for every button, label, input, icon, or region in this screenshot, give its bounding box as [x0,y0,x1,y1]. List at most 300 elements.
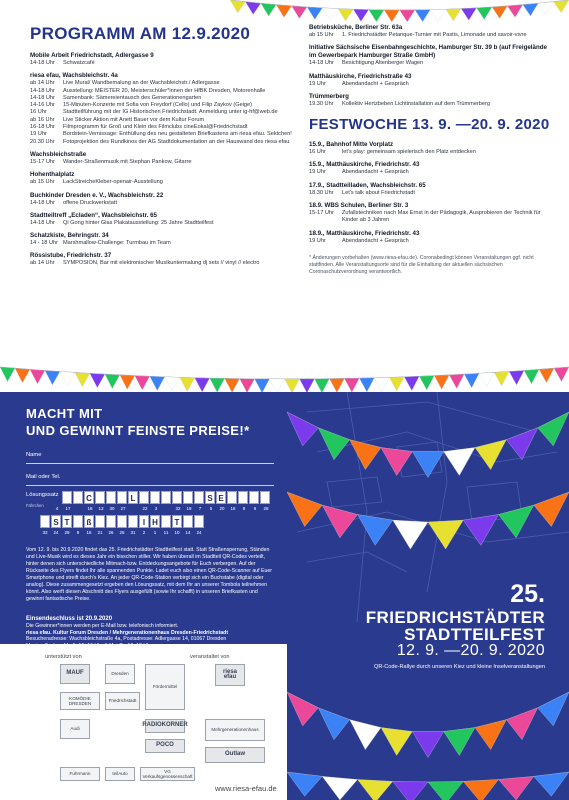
bunting-flag [412,452,443,478]
bunting-flag [524,369,539,384]
bunting-flag [318,428,349,460]
event-time: 15-17 Uhr [309,210,334,217]
solution-letter-box[interactable] [194,515,204,528]
festival-subtitle: QR-Code-Rallye durch unseren Kiez und kleine Inselveranstaltungen [373,664,545,670]
event-description: Marshmallow-Challenge: Turmbau im Team [63,240,171,247]
event-time: 19.30 Uhr [309,100,334,107]
program-venue-list [30,52,292,268]
bunting-flag [534,772,569,796]
solution-letter-box[interactable] [106,515,116,528]
bunting-flag [389,377,404,391]
event-description: Let’s talk about Friedrichstadt [342,189,415,196]
bunting-flag [350,720,381,750]
program-title: PROGRAMM AM 12.9.2020 [30,24,251,43]
venue-name: Buchkinder Dresden e. V., Wachsbleichstr. 22 [30,191,164,199]
supported-by-label: unterstützt von [45,654,82,660]
bunting-flag [506,428,537,460]
event-description: offene Druckwerkstatt [63,199,117,206]
bunting-flag [509,370,524,385]
event-description: Fotoprojektion des Rundkinos der AG Stadtdokumentation an der Hauswand des riesa efau [63,138,290,145]
solution-letter-box[interactable] [95,491,105,504]
bunting-flag [287,412,318,446]
venue-name: 15.9., Bahnhof Mitte Vorplatz [309,141,394,149]
sponsor-logo[interactable]: Audi [60,719,90,739]
bunting-flag [276,5,291,18]
bunting-flag [412,732,443,758]
solution-letter-number: 17 [65,506,71,511]
bunting-flag [15,368,30,383]
bunting-flag [393,781,428,800]
solution-letter-box[interactable] [106,491,116,504]
venue-name: Betriebsküche, Berliner Str. 63a [309,24,403,31]
venue-block [309,44,554,67]
bunting-flag [344,378,359,392]
bunting-flag [285,379,300,392]
bunting-flag [419,376,434,390]
solution-letter-number: 24 [53,530,59,535]
solution-letter-number: 4 [55,506,59,511]
bunting-flag [494,372,509,386]
venue-block [30,212,292,227]
event-description: Stadtteilführung mit der IG Historischen Friedrichstadt. Anmeldung unter ig-hf@web.de [63,109,278,116]
solution-letter-box[interactable] [62,491,72,504]
bunting-flag [105,374,120,388]
venue-name: Rössistube, Friedrichstr. 37 [30,252,112,260]
event-time: 18.30 Uhr [309,189,334,196]
solution-letter-number: 27 [120,506,126,511]
venue-block [309,73,554,88]
bunting-flag [307,7,322,19]
sponsor-logo[interactable]: RADIOKORNER [145,719,185,733]
venue-name: Mobile Arbeit Friedrichstadt, Adlergasse 9 [30,52,154,59]
solution-letter-number: 15 [86,530,92,535]
solution-letter-number: 25 [119,530,125,535]
festival-dates: 12. 9. —20. 9. 2020 [396,642,545,659]
bunting-flag [210,378,225,392]
solution-letter-box[interactable] [95,515,105,528]
bunting-flag [322,8,337,20]
event-time: 19 Uhr [309,237,326,244]
bunting-flag [554,0,569,13]
event-time: 19 Uhr [30,131,47,138]
venue-block [309,202,554,225]
sponsor-logo[interactable]: Mehrgenerationenhaus [205,719,265,741]
solution-letter-box[interactable] [117,491,127,504]
bunting-flag [534,492,569,527]
event-row [309,210,554,225]
bunting-flag [287,772,322,796]
solution-letter-box[interactable] [161,491,171,504]
bunting-flag [381,728,412,756]
bunting-flag [400,10,415,22]
festival-title-line-1: FRIEDRICHSTÄDTER [365,608,545,627]
event-time: 14-18 Uhr [30,60,55,66]
bunting-flag [45,370,60,385]
bunting-flag [539,368,554,383]
venue-block [309,24,554,39]
bunting-flag [430,9,445,21]
venue-name: Schatzkiste, Behringstr. 34 [30,232,109,240]
solution-letter-number: 24 [196,530,202,535]
event-description: Zufallstechniken nach Max Ernst in der Pädagogik, Ausprobieren der Technik für Kinder ab 3 Jahren [342,210,541,224]
organizer-name: riesa efau. Kultur Forum Dresden / Mehrgenerationenhaus Dresden-Friedrichstadt [26,629,229,636]
event-time: ab 16 Uhr [30,116,55,123]
solution-letter-box[interactable]: E [216,491,226,504]
sponsor-logo[interactable]: VG Verkaufsgenossenschaft [140,767,195,781]
deadline-text: Einsendeschluss ist 20.9.2020 [26,616,113,622]
solution-letter-number: 16 [230,506,236,511]
solution-letter-number [162,506,172,511]
event-time: 14 - 18 Uhr [30,240,58,247]
program-column-right [309,24,554,276]
event-description: Kollektiv Hertzbeben Lichtinstallation auf dem Trümmerberg [342,100,490,107]
solution-letter-box[interactable] [128,515,138,528]
bunting-flag [475,720,506,750]
program-sheet [0,0,569,392]
event-description: SYMPOSION, Bar mit elektronischer Musikuntermalung dj sets // vinyl // electro [63,260,260,267]
bunting-divider-decoration [0,355,569,392]
organizer-logo[interactable]: riesa efau [215,664,245,686]
solution-letter-box[interactable] [227,491,237,504]
bunting-flag [492,6,507,19]
program-column-left [30,24,292,273]
contact-field[interactable] [26,474,274,486]
raffle-form-panel [0,392,287,644]
solution-numbers-row-2 [40,530,204,535]
bunting-flag [318,708,349,740]
event-row [309,190,554,197]
event-time: ab 14 Uhr [30,80,55,87]
bunting-flag [538,412,569,446]
bunting-flag [261,3,276,16]
solution-letter-box[interactable] [139,491,149,504]
solution-letter-number: 10 [174,530,180,535]
bunting-flag [428,520,463,549]
bunting-flag [507,5,522,18]
event-time: 14-18 Uhr [30,219,55,226]
bunting-flag [404,376,419,390]
bunting-flag [381,448,412,476]
bunting-flag [463,780,498,800]
solution-letter-number: 22 [142,506,148,511]
solution-letter-box[interactable] [183,491,193,504]
venue-name: Trümmerberg [309,92,349,100]
event-row [30,200,292,207]
event-row [30,124,292,131]
disclaimer-note: * Änderungen vorbehalten (www.riesa-efau.de). Coronabedingt können Veranstaltungen ggf. nicht stattfinden. Alle Veranstaltungsorte sind für die Einhaltung der aktuellen sächsischen Coronaschutzverordnung verantwortlich. [309,254,534,275]
venue-name: 18.9., Matthäuskirche, Friedrichstr. 43 [309,229,420,237]
solution-letter-box[interactable] [73,515,83,528]
event-row [309,32,554,39]
sponsor-logo[interactable]: Fuhrmann [60,767,100,781]
festival-title-line-2: STADTTEILFEST [404,625,545,644]
solution-letter-number: 30 [109,506,115,511]
bunting-flag [538,692,569,726]
sponsor-logo[interactable]: Fördermittel [145,664,185,710]
venue-block [30,52,292,67]
bunting-flag [90,373,105,387]
bunting-flag [165,377,180,391]
bunting-flag [75,372,90,386]
bunting-flag [499,505,534,538]
bunting-flag [150,376,165,390]
solution-numbers-row-1 [52,506,271,511]
solution-letter-number: 8 [242,506,246,511]
event-description: Samenbank: Sämereientausch des Generationengarten [63,94,202,101]
bunting-flag [449,374,464,388]
event-time: 14-18 Uhr [309,60,334,67]
bunting-flag [322,505,357,538]
solution-letter-number: 31 [130,530,136,535]
raffle-title [26,405,250,439]
solution-letter-box[interactable] [183,515,193,528]
event-row [309,60,554,67]
solution-letter-number: 6 [253,506,257,511]
bunting-flag [428,781,463,800]
event-time: 16 Uhr [30,109,47,116]
venue-block [309,182,554,197]
bunting-flag [374,377,389,391]
bunting-flag [329,378,344,392]
event-row [30,117,292,124]
venue-block [30,72,292,146]
festival-title-panel [287,392,569,800]
venue-block [30,171,292,186]
venue-block [30,151,292,166]
solution-letter-box[interactable]: T [62,515,72,528]
bunting-flag [245,2,260,15]
raffle-title-line-2: UND GEWINNT FEINSTE PREISE!* [26,423,250,438]
sponsors-section [0,644,287,800]
name-field-label: Name [26,452,42,458]
bunting-flag [225,378,240,392]
bunting-flag [195,378,210,392]
solution-letter-box[interactable] [150,491,160,504]
bunting-flag [120,375,135,389]
bunting-flag [287,692,318,726]
solution-sub-label: Fährchen [26,503,44,508]
event-row [30,102,292,109]
event-row [309,101,554,108]
venue-name: Hohenthalplatz [30,171,75,179]
bunting-flag [322,776,357,800]
solution-letter-box[interactable] [238,491,248,504]
deadline-note: Die Gewinner*innen werden per E-Mail bzw. telefonisch informiert. [26,622,179,629]
venue-block [30,252,292,267]
bunting-flag [393,520,428,549]
solution-letter-box[interactable] [73,491,83,504]
bunting-flag [479,372,494,386]
solution-letter-box[interactable] [260,491,270,504]
venue-block [309,230,554,245]
event-description: Besichtigung Altenberger Wagen [342,60,424,67]
event-row [30,220,292,227]
solution-letter-number: 29 [64,530,70,535]
bunting-flag [255,379,270,392]
event-time: 20.30 Uhr [30,138,55,145]
event-row [30,179,292,186]
bunting-flag [292,6,307,19]
solution-letter-box[interactable]: T [172,515,182,528]
raffle-description: Vom 12. 9. bis 20.9.2020 findet das 25. Friedrichstädter Stadtteilfest statt. Statt Straßensperrung, Ständen und Live-Musik wird es dieses Jahr ein bisschen stiller. Wir haben überall im Stadtteil QR-Codes verteilt, hinter denen sich unterschiedliche Mitmach-bzw. Entdeckungsangebote für Euch verbergen. Auf der Rückseite des Flyers findet Ihr alle spannenden Punkte. Ladet euch also einen QR-Code-Scanner auf Euer Smartphone und streift durch's Kiez. An jeder QR-Code-Station verbirgt sich ein Buchstabe (digital oder analog). Diese zusammengesetzt ergeben den Lösungssatz, mit dem Ihr an unserer Tombola teilnehmen könnt. Also werft diesen Abschnitt des Flyers ausgefüllt (sowie Ihr schafft) in unseren Briefkasten und gewinnt fantastische Preise. [26,547,272,602]
bunting-flag [240,379,255,392]
bunting-flag [358,780,393,800]
bunting-flag [353,9,368,21]
event-row [309,169,554,176]
event-time: 19 Uhr [309,169,326,176]
bunting-flag [554,367,569,382]
solution-letter-number: 19 [186,506,192,511]
event-description: Abendandacht + Gespräch [342,80,409,87]
event-time: ab 15 Uhr [309,32,334,38]
solution-letter-number: 14 [185,530,191,535]
venue-block [309,93,554,108]
solution-letter-number: 32 [175,506,181,511]
event-description: Bordstein-Vernissage: Enthüllung des neu gestalteten Briefkastens am riesa efau. Sektchen! [63,131,292,138]
event-row [30,80,292,87]
venue-block [30,232,292,247]
venue-name: Wachsbleichstraße [30,150,87,158]
event-row [30,260,292,267]
solution-letter-number: 18 [87,506,93,511]
sponsor-logo[interactable]: Friedrichstadt [105,692,140,710]
solution-label: Lösungssatz [26,492,59,498]
event-time: 14-18 Uhr [30,94,55,101]
event-description: 15-Minuten-Konzerte mit Sofia von Freydorf (Cello) und Filip Zaykov (Geige) [63,102,253,109]
solution-letter-number [74,506,84,511]
event-description: Ausstellung: MEISTER 20, Meisterschüler*innen der HfBK Dresden, Motorenhalle [63,87,266,94]
event-description: Abendandacht + Gespräch [342,237,409,244]
bunting-flag [434,375,449,389]
event-row [309,238,554,245]
bunting-flag [415,10,430,22]
solution-letter-number: 9 [76,530,80,535]
event-row [30,131,292,138]
sponsor-logo[interactable]: POCO [145,739,185,753]
bunting-flag [446,9,461,21]
solution-letter-number: 5 [209,506,213,511]
bunting-flag [135,376,150,390]
solution-letter-box[interactable]: ß [84,515,94,528]
event-description: Abendandacht + Gespräch [342,169,409,176]
event-row [309,81,554,88]
solution-letter-number: 21 [97,530,103,535]
festwoche-title: FESTWOCHE 13. 9. —20. 9. 2020 [309,116,550,134]
event-row [30,88,292,95]
sponsor-logo[interactable]: MAUF [60,664,90,684]
solution-letter-box[interactable]: C [84,491,94,504]
bunting-flag [444,448,475,476]
solution-letter-number [129,506,139,511]
raffle-deadline-block [26,616,276,644]
solution-letter-number: 1 [153,530,157,535]
sponsor-logo[interactable]: Outlaw [205,747,265,763]
solution-letter-box[interactable]: L [128,491,138,504]
event-time: 14-16 Uhr [30,102,55,109]
event-description: LackStreicheKleber-openair-Ausstellung [63,179,163,186]
solution-letter-box[interactable] [40,515,50,528]
solution-letter-number: 13 [98,506,104,511]
bunting-flag [499,776,534,800]
solution-letter-box[interactable]: S [205,491,215,504]
festival-edition-number: 25. [510,580,545,608]
sponsor-logo[interactable]: teilAuto [105,767,135,781]
event-time: 16-18 Uhr [30,124,55,131]
festwoche-venue-list [309,141,554,245]
solution-letter-number: 20 [219,506,225,511]
solution-row-2 [40,515,204,528]
venue-name: Stadtteiltreff „Ecladen“, Wachsbleichstr. 65 [30,211,157,219]
solution-letter-box[interactable] [161,515,171,528]
solution-letter-box[interactable] [117,515,127,528]
event-time: ab 14 Uhr [30,260,55,267]
contact-field-label: Mail oder Tel. [26,474,61,480]
event-row [30,240,292,247]
venue-name: Initiative Sächsische Eisenbahngeschichte, Hamburger Str. 39 b (auf Freigelände im Gewerbepark Hamburger Straße GmbH) [309,44,547,60]
venue-block [30,192,292,207]
event-row [30,109,292,116]
venue-block [309,141,554,156]
bunting-flag [60,372,75,386]
bunting-flag [464,373,479,387]
organized-by-label: veranstaltet von [190,654,230,660]
event-description: Live Mural/ Wandbemalung an der Wachsbleichstr./ Adlergasse [63,80,220,87]
event-description: Wander-Straßenmusik mit Stephan Pankow, Gitarre [63,158,192,165]
solution-letter-box[interactable] [172,491,182,504]
venue-name: Matthäuskirche, Friedrichstraße 43 [309,72,412,80]
solution-letter-box[interactable]: S [51,515,61,528]
bunting-flag [338,9,353,21]
bunting-flag [230,0,245,13]
bunting-flag [475,440,506,470]
event-description: Qi Gong hinter Glas Plakatausstellung: 25 Jahre Stadtteilfest [63,219,214,226]
bunting-flag [506,708,537,740]
venue-name: riesa efau, Wachsbleichstr. 4a [30,72,118,80]
solution-letter-number: 28 [263,506,269,511]
bunting-flag [369,10,384,22]
solution-letter-box[interactable]: H [150,515,160,528]
solution-letter-box[interactable]: I [139,515,149,528]
venue-name: 17.9., Stadtteilladen, Wachsbleichstr. 65 [309,181,426,189]
bunting-flag [180,377,195,391]
bunting-flag [384,10,399,22]
solution-letter-number: 7 [198,506,202,511]
solution-letter-box[interactable] [249,491,259,504]
solution-letter-number: 3 [154,506,158,511]
sponsor-logo[interactable]: Dresden [105,664,135,684]
solution-letter-number: 26 [108,530,114,535]
venue-name: 15.9., Matthäuskirche, Friedrichstr. 43 [309,161,420,169]
raffle-title-line-1: MACHT MIT [26,406,103,421]
solution-row-1 [62,491,270,504]
event-time: 15-17 Uhr [30,158,55,165]
event-description: Filmprogramm für Groß und Klein des Filmclubs cineEokal@Friedrichstadt [63,124,248,131]
program-venue-list-continued [309,24,554,108]
bunting-flag [538,2,553,15]
name-field[interactable] [26,452,274,464]
organizer-address: Besucheradresse: Wachsbleichstraße 4a, Postadresse: Adlergasse 14, 01067 Dresden [26,636,227,643]
solution-letter-box[interactable] [194,491,204,504]
bunting-flag [314,379,329,392]
event-time: ab 15 Uhr [30,179,55,186]
website-link[interactable]: www.riesa-efau.de [215,784,277,793]
event-description: 1. Friedrichstädter Petanque-Turnier mit Pastis, Limonade und savoir-vivre [342,32,527,38]
event-description: let’s play: gemeinsam spielerisch den Platz entdecken [342,149,476,156]
venue-name: 18.9. WBS Schulen, Berliner Str. 3 [309,202,409,210]
sponsor-logo[interactable]: KOMÖDIE DRESDEN [60,692,100,710]
solution-letter-number: 2 [142,530,146,535]
venue-block [309,161,554,176]
